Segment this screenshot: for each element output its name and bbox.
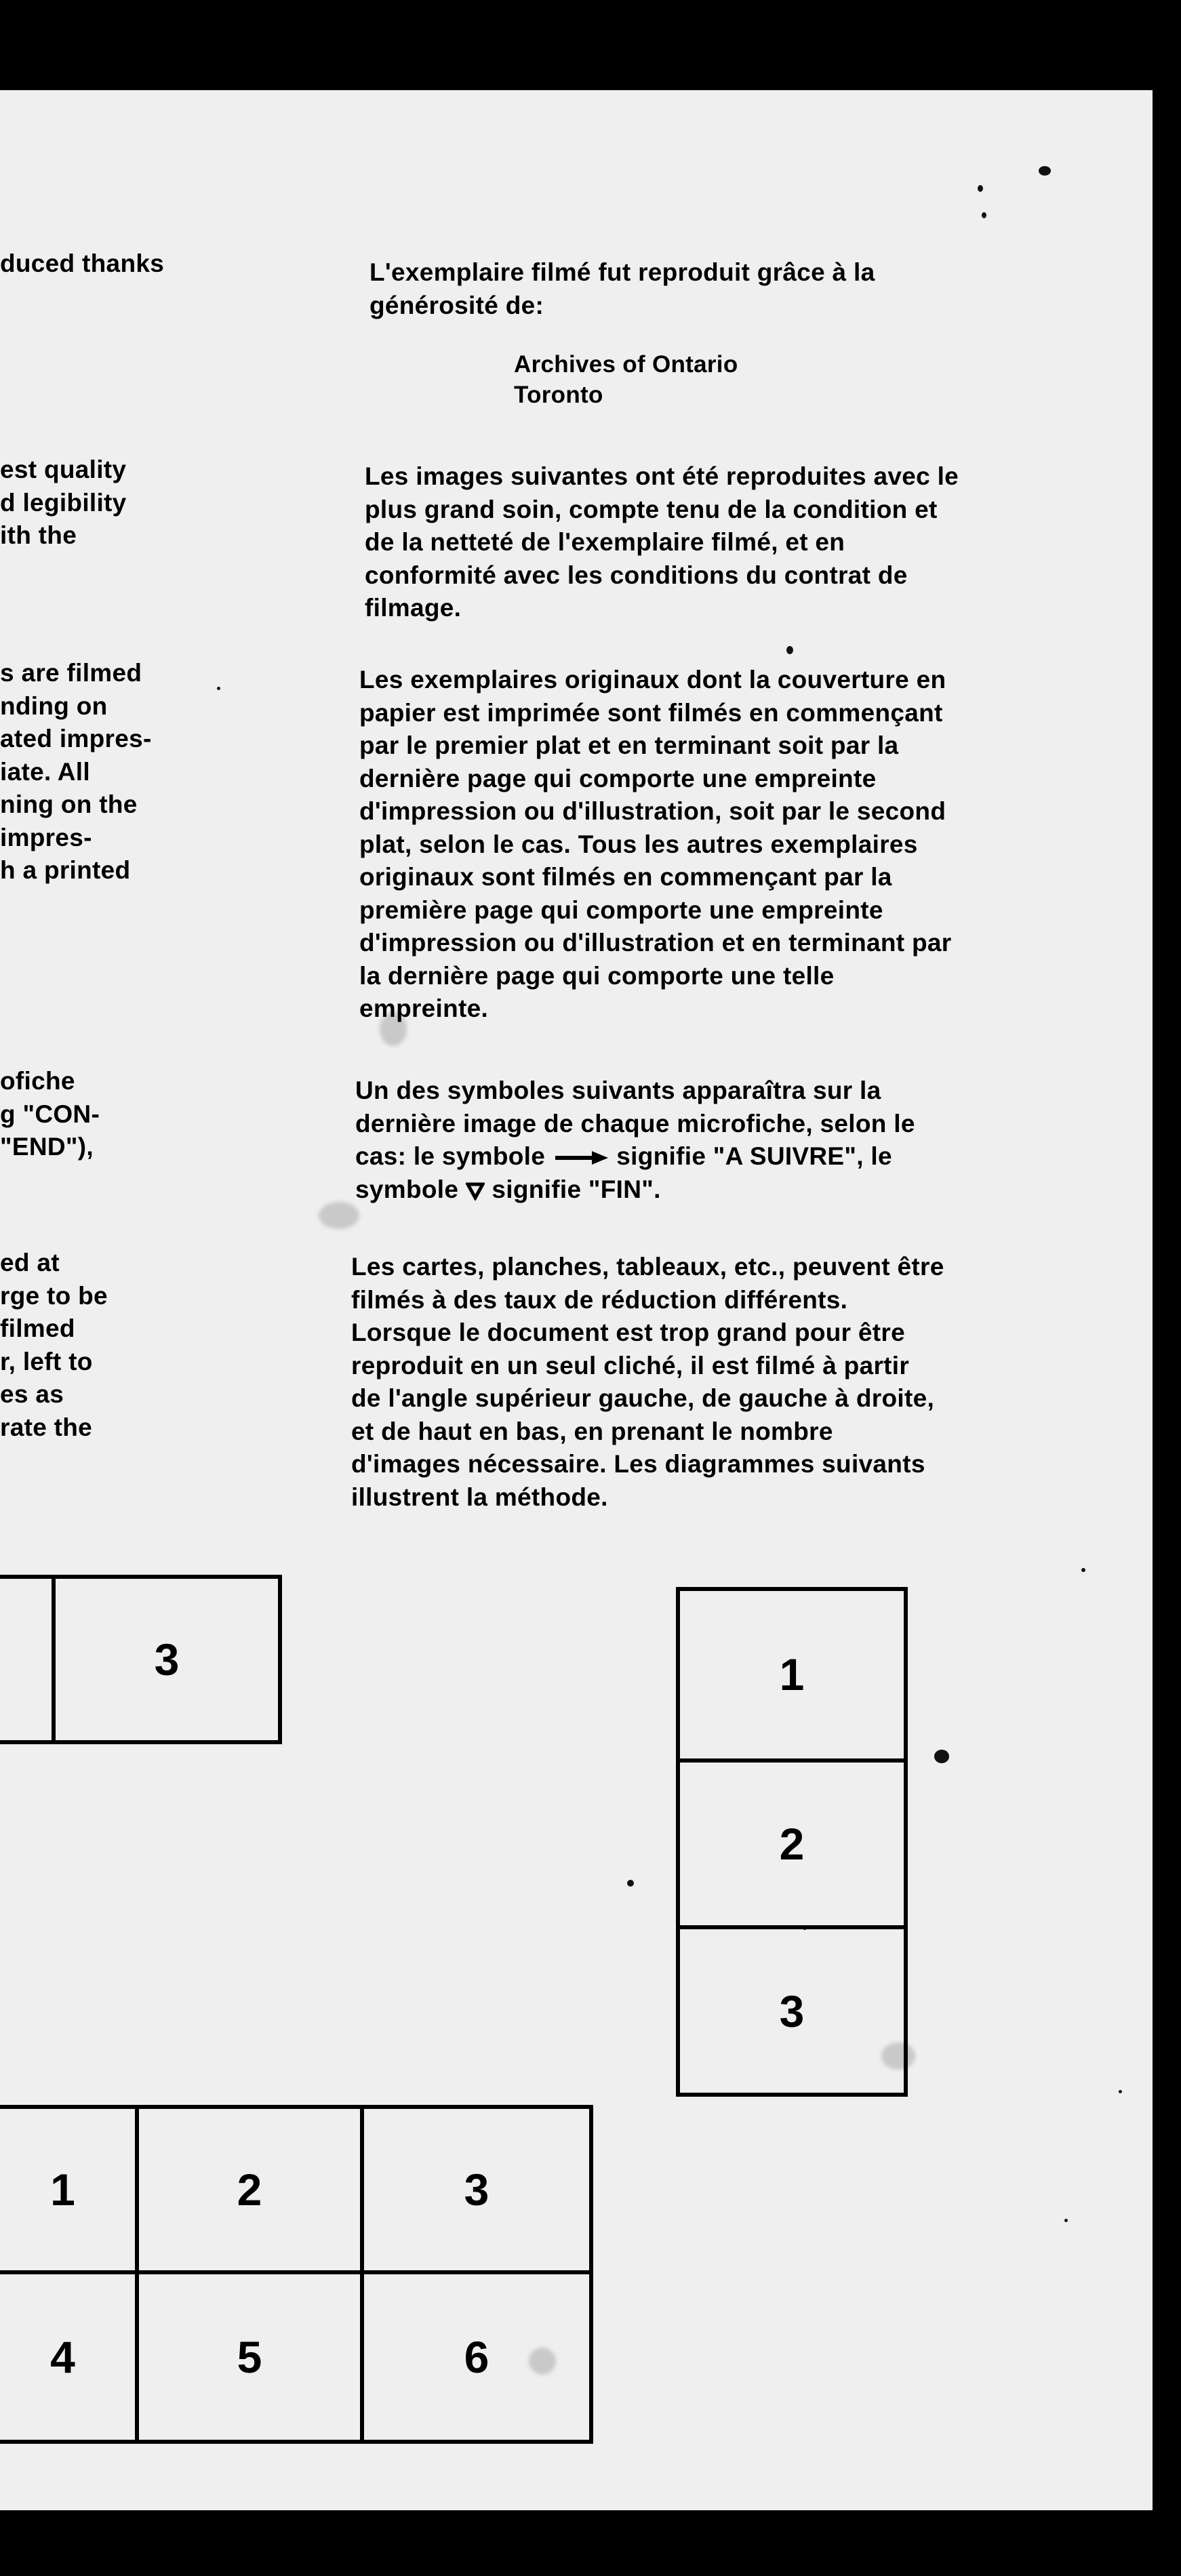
dust-speck (934, 1750, 949, 1763)
diagram-cell: 4 (0, 2274, 139, 2440)
diagram-cell: 2 (680, 1758, 904, 1926)
maps-paragraph: Les cartes, planches, tableaux, etc., peuvent être filmés à des taux de réduction différents. Lorsque le document est trop grand pour être reproduit en un seul cliché, il est filmé à partir de l'angle supérieur gauche, de gauche à droite, et de haut en bas, en prenant le nombre d'images nécessaire. Les diagrammes suivants illustrent la méthode. (351, 1253, 944, 1511)
filmed-originals-paragraph: Les exemplaires originaux dont la couverture en papier est imprimée sont filmés en commençant par le premier plat et en terminant soit par la dernière page qui comporte une empreinte d'impression ou d'illustration, soit par le second plat, selon le cas. Tous les autres exemplaires originaux sont filmés en commençant par la première page qui comporte une empreinte d'impression ou d'illustration et en terminant par la dernière page qui comporte une telle empreinte. (359, 666, 952, 1022)
diagram-cell: 3 (364, 2109, 589, 2274)
dust-speck (1081, 1568, 1085, 1572)
intro-paragraph: L'exemplaire filmé fut reproduit grâce à la générosité de: (369, 258, 875, 319)
institution-name: Archives of Ontario Toronto (514, 351, 738, 408)
dust-speck (786, 646, 793, 654)
diagram-cell: 5 (139, 2274, 364, 2440)
smudge (319, 1202, 359, 1229)
left-thanks-line: duced thanks (0, 249, 165, 277)
diagram-cell: 6 (464, 2332, 489, 2382)
diagram-cell: 2 (139, 2109, 364, 2274)
left-symbol-paragraph: ofiche g "CON- "END"), (0, 1067, 100, 1161)
dust-speck (1119, 2090, 1122, 2093)
horizontal-strip-diagram (0, 1575, 282, 1744)
dust-speck (978, 185, 983, 192)
symbols-paragraph: Un des symboles suivants apparaîtra sur la dernière image de chaque microfiche, selon le cas: le symbole signifie "A SUIVRE", le symbole signifie "FIN". (355, 1076, 915, 1203)
diagram-cell: 1 (779, 1649, 805, 1700)
down-triangle-icon (466, 1182, 485, 1201)
left-quality-paragraph: est quality d legibility ith the (0, 456, 127, 549)
left-maps-paragraph: ed at rge to be filmed r, left to es as rate the (0, 1249, 108, 1441)
film-border (0, 2510, 1181, 2576)
six-frame-grid-diagram (0, 2105, 593, 2444)
diagram-cell: 3 (680, 1925, 904, 2093)
dust-speck (982, 212, 986, 218)
diagram-cell (0, 1579, 52, 1740)
dust-speck (1064, 2219, 1068, 2222)
dust-speck (1039, 166, 1051, 176)
scanned-page (0, 90, 1153, 2510)
dust-speck (217, 687, 220, 690)
right-arrow-icon (553, 1150, 609, 1166)
diagram-cell: 3 (52, 1579, 278, 1740)
diagram-cell: 1 (0, 2109, 139, 2274)
vertical-strip-diagram (676, 1587, 908, 2097)
dust-speck (627, 1880, 634, 1887)
quality-paragraph: Les images suivantes ont été reproduites avec le plus grand soin, compte tenu de la condition et de la netteté de l'exemplaire filmé, et en conformité avec les conditions du contrat de filmage. (365, 462, 959, 622)
left-filmed-paragraph: s are filmed nding on ated impres- iate. All ning on the impres- h a printed (0, 659, 152, 884)
